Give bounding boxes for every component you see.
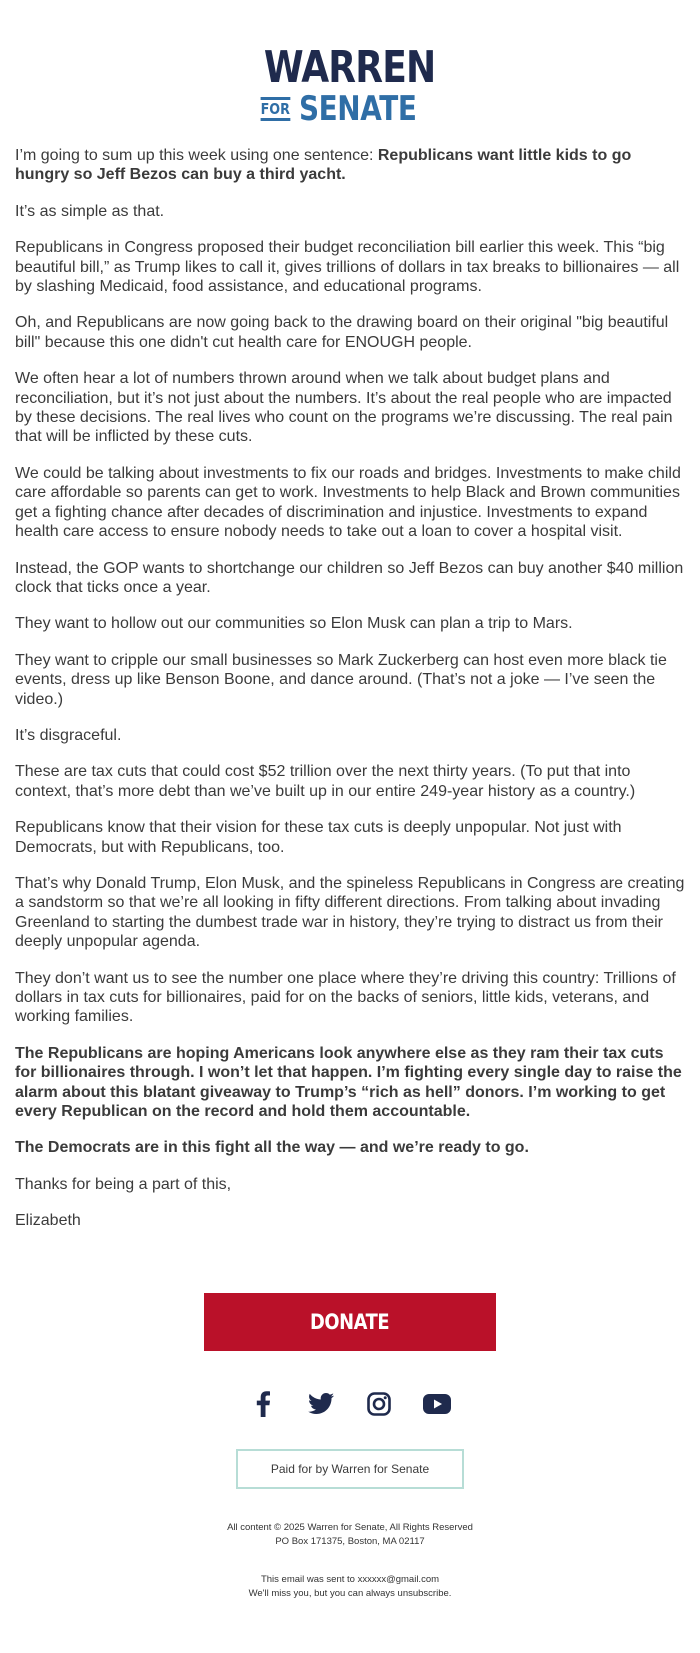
- paragraph: That’s why Donald Trump, Elon Musk, and the spineless Republicans in Congress are creating a sandstorm so that we’re all looking in fifty different directions. From talking about invading Greenland to starting the dumbest trade war in history, they’re trying to distract us from their deeply unpopular agenda.: [15, 874, 685, 951]
- message-content: [0, 126, 700, 1231]
- paragraph: We often hear a lot of numbers thrown around when we talk about budget plans and reconciliation, but it’s not just about the numbers. It’s about the real people who are impacted by these decisions. The real lives who count on the programs we’re discussing. The real pain that will be inflicted by these cuts.: [15, 370, 673, 446]
- paragraph: Oh, and Republicans are now going back to the drawing board on their original "big beautiful bill" because this one didn't cut health care for ENOUGH people.: [15, 314, 669, 351]
- paragraph: It’s as simple as that.: [15, 202, 165, 220]
- paragraph: Republicans know that their vision for these tax cuts is deeply unpopular. Not just with Democrats, but with Republicans, too.: [15, 819, 622, 856]
- copyright-text: All content © 2025 Warren for Senate, All Rights Reserved: [227, 1521, 473, 1533]
- address-text: PO Box 171375, Boston, MA 02117: [275, 1535, 425, 1547]
- social-links: [0, 1389, 700, 1419]
- logo-bottom-row: [258, 89, 442, 129]
- donate-area: [0, 1293, 700, 1351]
- paragraph: They want to cripple our small businesses so Mark Zuckerberg can host even more black tie events, dress up like Benson Boone, and dance around. (That’s not a joke — I’ve seen the video.): [15, 651, 667, 708]
- youtube-icon[interactable]: [422, 1389, 452, 1419]
- logo-warren: WARREN: [264, 42, 436, 93]
- footer: [0, 1521, 700, 1601]
- paragraph: They want to hollow out our communities so Elon Musk can plan a trip to Mars.: [15, 615, 573, 633]
- paragraph: They don’t want us to see the number one place where they’re driving this country: Trillions of dollars in tax cuts for billionaires, paid for on the backs of seniors, little kids, veterans, and working families.: [15, 969, 676, 1026]
- paragraph: Republicans in Congress proposed their budget reconciliation bill earlier this week. This “big beautiful bill,” as Trump likes to call it, gives trillions of dollars in tax breaks to billionaires — all by slashing Medicaid, food assistance, and educational programs.: [15, 239, 680, 296]
- paid-by-area: [0, 1449, 700, 1489]
- paragraph: It’s disgraceful.: [15, 726, 122, 744]
- paragraph-bold: The Democrats are in this fight all the way — and we’re ready to go.: [15, 1139, 529, 1157]
- sign-off: Thanks for being a part of this,: [15, 1175, 232, 1193]
- warren-for-senate-logo[interactable]: [0, 0, 700, 129]
- instagram-icon[interactable]: [364, 1389, 394, 1419]
- logo-senate: SENATE: [298, 89, 417, 129]
- paragraph-bold: The Republicans are hoping Americans look anywhere else as they ram their tax cuts for billionaires through. I won’t let that happen. I’m fighting every single day to raise the alarm about this blatant giveaway to Trump’s “rich as hell” donors. I’m working to get every Republican on the record and hold them accountable.: [15, 1044, 682, 1121]
- donate-button[interactable]: [204, 1293, 496, 1351]
- twitter-icon[interactable]: [306, 1389, 336, 1419]
- paragraph: These are tax cuts that could cost $52 trillion over the next thirty years. (To put that into context, that’s more debt than we’ve built up in our entire 249-year history as a country.): [15, 763, 636, 800]
- paid-by-box: Paid for by Warren for Senate: [236, 1449, 464, 1489]
- logo-for: FOR: [261, 97, 290, 121]
- sent-to-text: This email was sent to xxxxxx@gmail.com: [260, 1573, 440, 1585]
- paragraph: We could be talking about investments to fix our roads and bridges. Investments to make child care affordable so parents can get to work. Investments to help Black and Brown communities get a fighting chance after decades of discrimination and injustice. Investments to expand health care access to ensure nobody needs to take out a loan to cover a hospital visit.: [15, 464, 681, 541]
- donate-label: DONATE: [310, 1309, 390, 1334]
- paragraph-intro: [15, 146, 686, 185]
- facebook-icon[interactable]: [248, 1389, 278, 1419]
- intro-text: I’m going to sum up this week using one sentence:: [15, 147, 378, 164]
- footer-gap: [0, 1549, 700, 1573]
- signature: Elizabeth: [15, 1212, 81, 1230]
- paragraph: Instead, the GOP wants to shortchange our children so Jeff Bezos can buy another $40 million clock that ticks once a year.: [15, 559, 684, 596]
- unsubscribe-link[interactable]: We'll miss you, but you can always unsubscribe.: [248, 1587, 452, 1599]
- intro-bold-text: Republicans want little kids to go hungry so Jeff Bezos can buy a third yacht.: [15, 147, 632, 184]
